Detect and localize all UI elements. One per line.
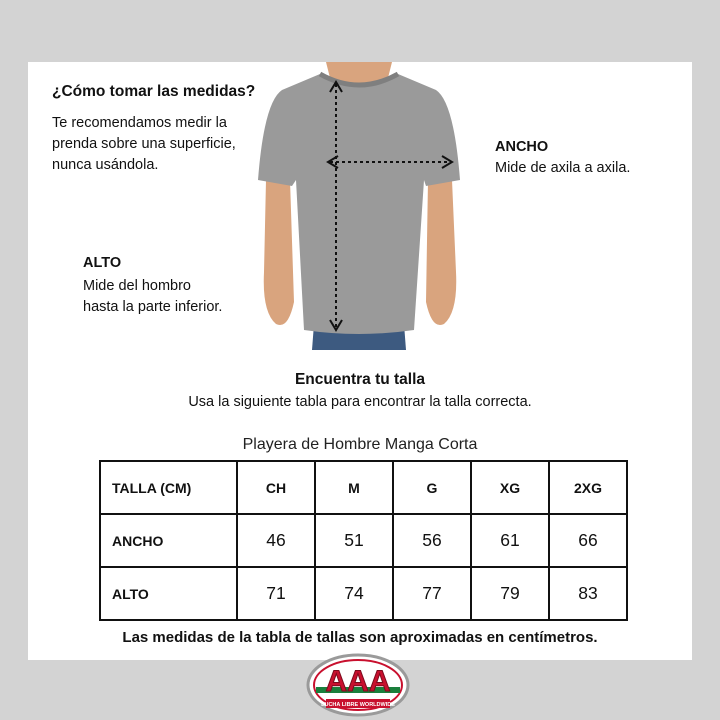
approximate-measures-note: Las medidas de la tabla de tallas son aproximadas en centímetros. [122,629,598,646]
how-to-measure-body: Te recomendamos medir la prenda sobre una superficie, nunca usándola. [52,115,236,173]
logo-tagline: LUCHA LIBRE WORLDWIDE [321,702,395,708]
alto-label: ALTO [83,255,122,271]
alto-desc-line2: hasta la parte inferior. [83,299,223,315]
table-header-cell: TALLA (CM) [100,461,237,514]
table-cell: 74 [315,567,393,620]
table-header-row [100,461,627,514]
aaa-logo [306,653,410,717]
table-header-cell: G [393,461,471,514]
table-header-cell: CH [237,461,315,514]
tshirt-model-illustration [254,62,464,350]
size-table-title: Playera de Hombre Manga Corta [242,436,478,453]
table-cell: 83 [549,567,627,620]
table-cell: 61 [471,514,549,567]
table-row [100,514,627,567]
table-header-cell: 2XG [549,461,627,514]
ancho-description: Mide de axila a axila. [495,160,631,176]
alto-desc-line1: Mide del hombro [83,278,191,294]
ancho-label: ANCHO [495,139,549,155]
right-arm [426,180,456,325]
table-cell: 56 [393,514,471,567]
logo-letters: AAA [325,665,391,698]
table-cell: 77 [393,567,471,620]
table-cell: 46 [237,514,315,567]
table-cell: 79 [471,567,549,620]
table-cell: 51 [315,514,393,567]
find-size-subtitle: Usa la siguiente tabla para encontrar la talla correcta. [188,394,532,410]
table-cell: 71 [237,567,315,620]
table-row [100,567,627,620]
find-size-title: Encuentra tu talla [294,371,426,388]
how-to-measure-title: ¿Cómo tomar las medidas? [52,83,256,100]
alto-description [83,276,253,318]
left-arm [264,180,294,325]
table-cell: 66 [549,514,627,567]
size-table [99,460,628,621]
table-row-label: ALTO [100,567,237,620]
table-header-cell: M [315,461,393,514]
size-guide-card [28,62,692,660]
table-header-cell: XG [471,461,549,514]
table-row-label: ANCHO [100,514,237,567]
